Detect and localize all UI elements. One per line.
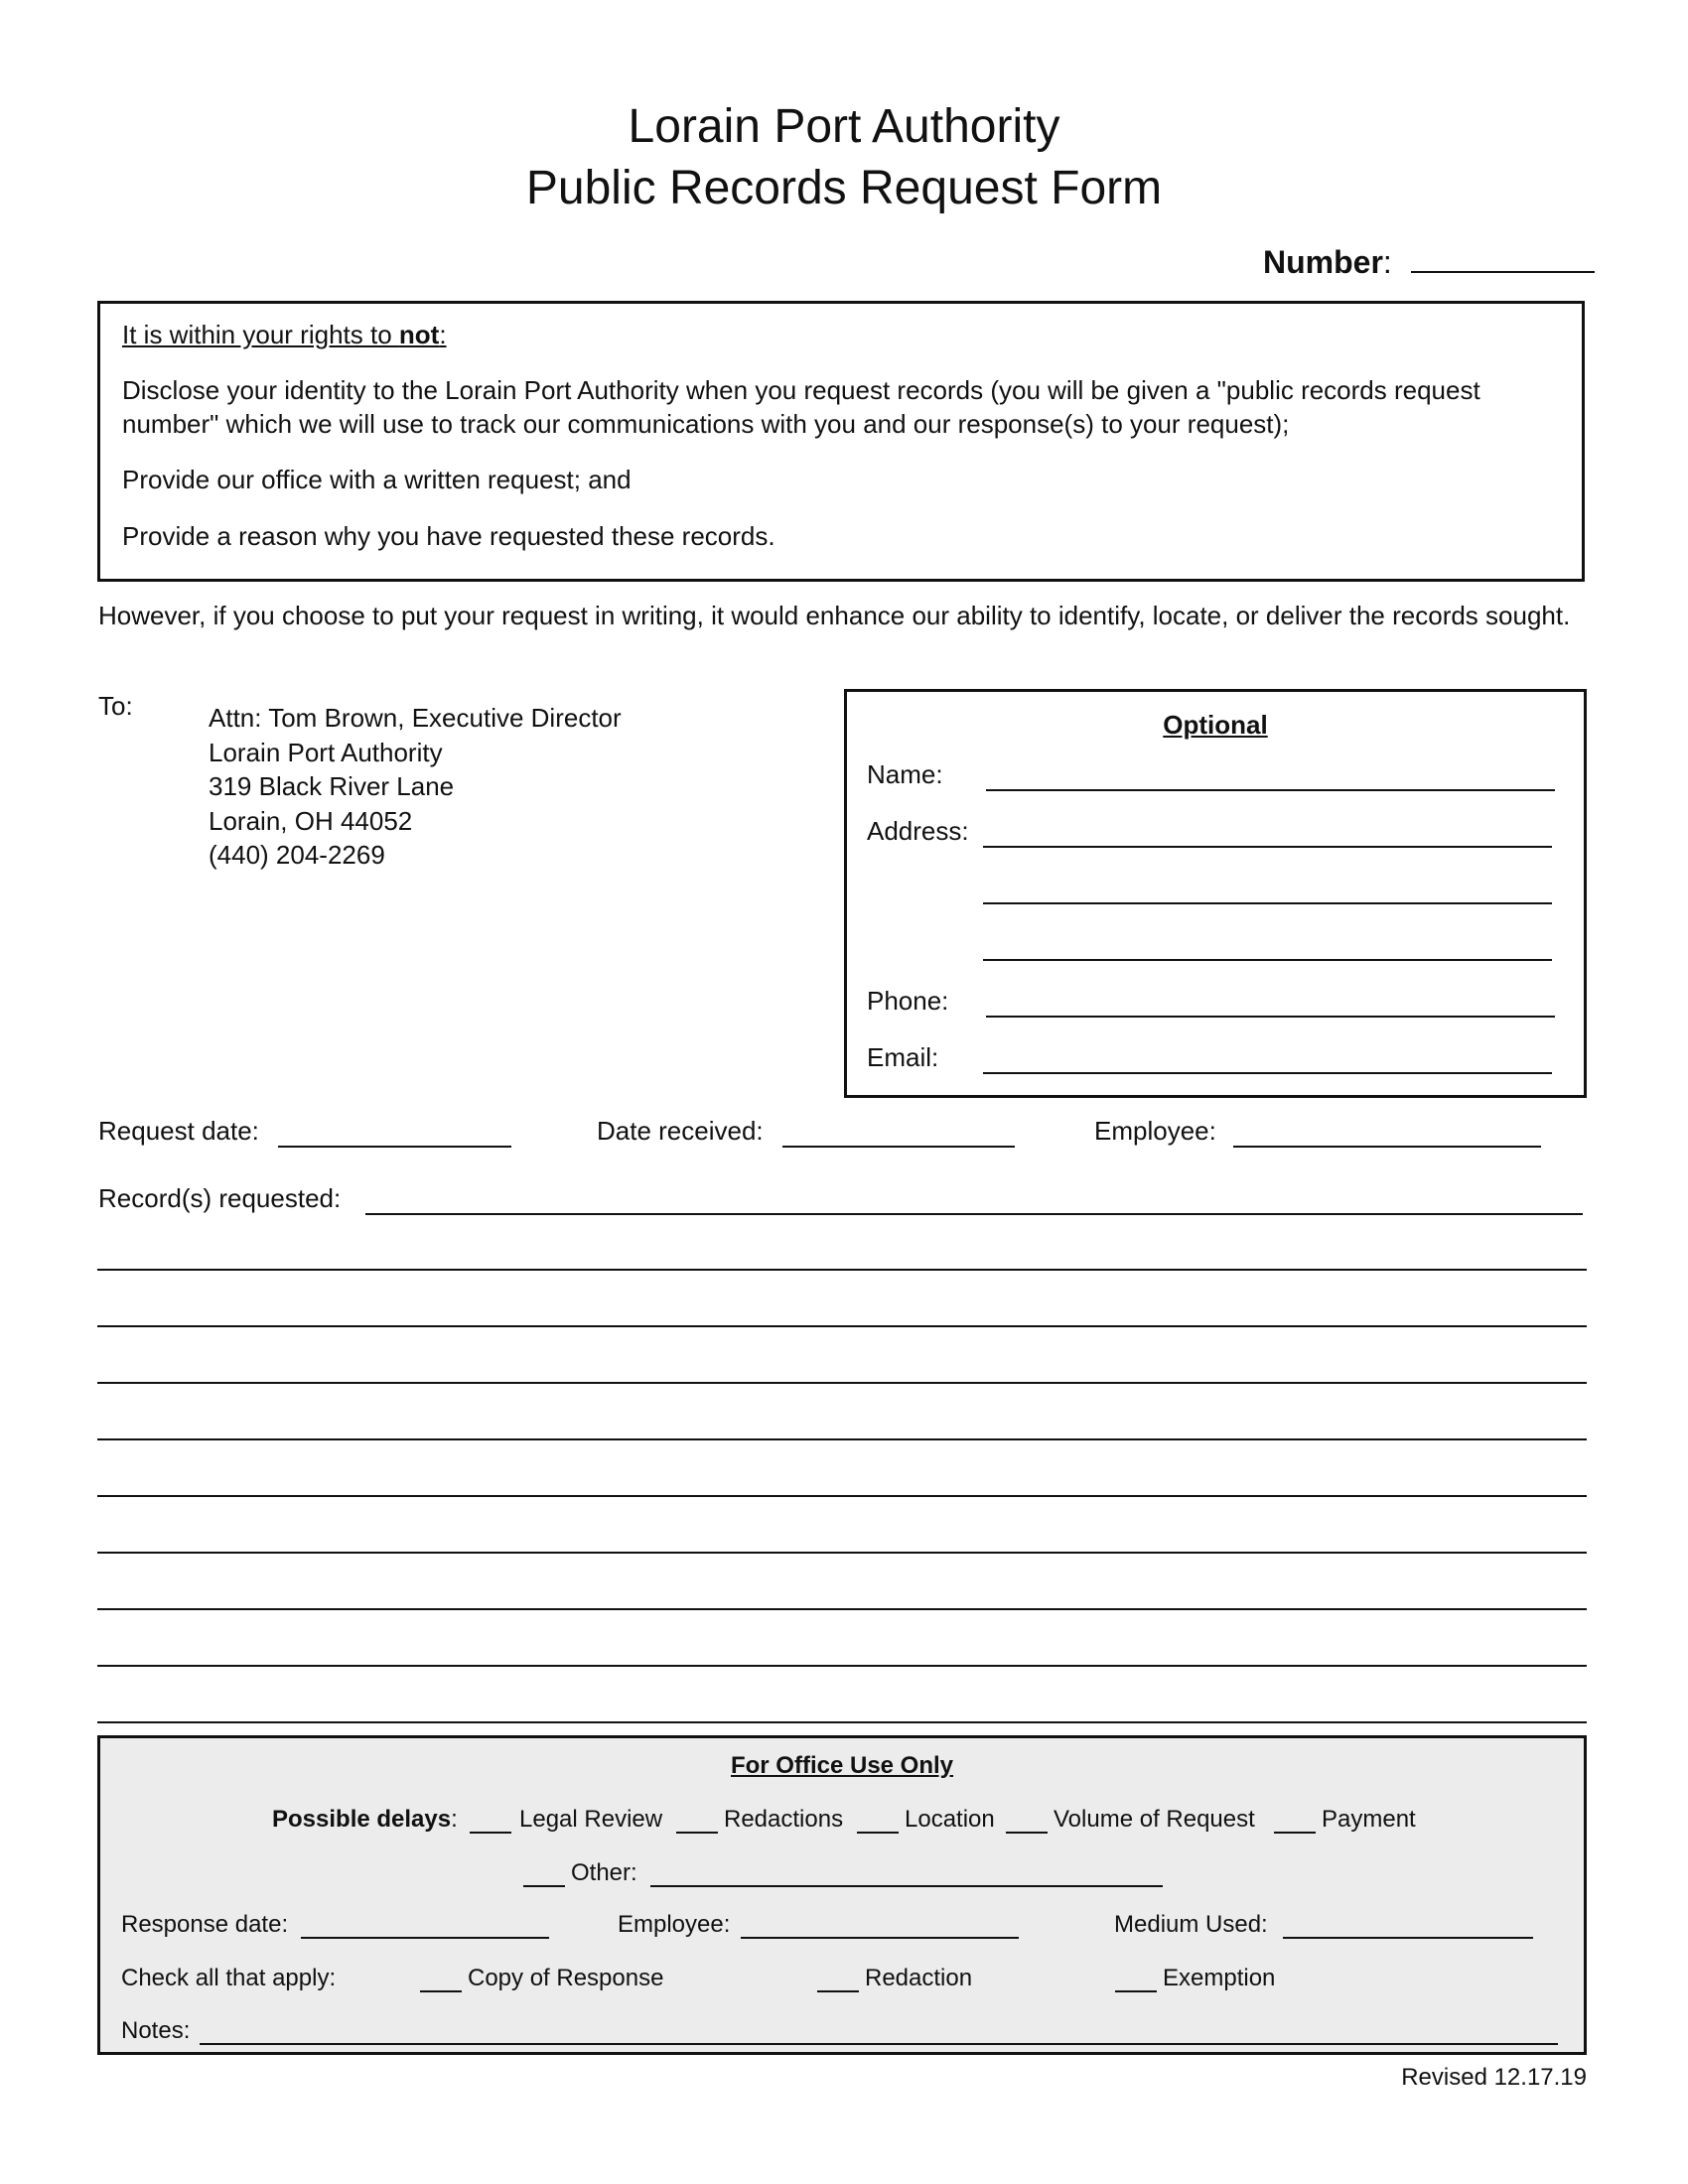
address-field-line1[interactable] [983, 846, 1552, 848]
delay-location: Location [905, 1806, 995, 1833]
volume-check[interactable] [1006, 1832, 1048, 1834]
other-field[interactable] [650, 1885, 1163, 1887]
address-label: Address: [867, 816, 969, 846]
delay-redactions: Redactions [724, 1806, 844, 1833]
rights-heading-prefix: It is within your rights to [122, 320, 399, 349]
records-line[interactable] [97, 1608, 1587, 1610]
records-requested-field[interactable] [365, 1213, 1583, 1215]
rights-item-identity: Disclose your identity to the Lorain Port Authority when you request records (you will be given a "public records request number" which we will use to track our communications with you and our response(s) to your request); [122, 375, 1480, 439]
to-label: To: [98, 691, 133, 721]
email-field[interactable] [983, 1072, 1552, 1074]
records-requested-label: Record(s) requested: [98, 1183, 342, 1213]
records-line[interactable] [97, 1721, 1587, 1723]
redaction-label: Redaction [865, 1965, 973, 1991]
copy-of-response-label: Copy of Response [468, 1965, 664, 1991]
form-title-line2: Public Records Request Form [525, 162, 1163, 214]
phone-field[interactable] [986, 1016, 1555, 1018]
records-line[interactable] [97, 1665, 1587, 1667]
notes-field[interactable] [200, 2043, 1558, 2045]
optional-box [844, 689, 1587, 1098]
name-field[interactable] [986, 789, 1555, 791]
request-date-field[interactable] [278, 1146, 511, 1148]
possible-delays-colon: : [451, 1806, 458, 1833]
address-field-line2[interactable] [983, 902, 1552, 904]
location-check[interactable] [857, 1832, 899, 1834]
medium-used-label: Medium Used: [1114, 1911, 1268, 1938]
records-line[interactable] [97, 1495, 1587, 1497]
rights-item-reason: Provide a reason why you have requested these records. [122, 521, 775, 551]
legal-review-check[interactable] [470, 1832, 511, 1834]
redactions-check[interactable] [676, 1832, 718, 1834]
response-date-field[interactable] [301, 1937, 549, 1939]
possible-delays-row [272, 1806, 458, 1834]
office-use-box [97, 1735, 1587, 2055]
possible-delays-label: Possible delays [272, 1806, 452, 1833]
records-line[interactable] [97, 1269, 1587, 1271]
employee-field[interactable] [1233, 1146, 1541, 1148]
rights-box [97, 301, 1585, 582]
exemption-label: Exemption [1163, 1965, 1276, 1991]
number-label: Number [1263, 244, 1383, 280]
to-phone: (440) 204-2269 [209, 840, 385, 870]
rights-heading-bold: not [398, 320, 440, 349]
redaction-check[interactable] [817, 1990, 859, 1992]
office-employee-label: Employee: [618, 1911, 731, 1938]
optional-title: Optional [1163, 710, 1268, 740]
employee-label: Employee: [1094, 1116, 1216, 1146]
delay-payment: Payment [1322, 1806, 1416, 1833]
notes-label: Notes: [121, 2017, 191, 2044]
request-number-field [1263, 244, 1595, 281]
check-all-label: Check all that apply: [121, 1965, 337, 1991]
to-organization: Lorain Port Authority [209, 738, 443, 767]
form-title-line1: Lorain Port Authority [628, 100, 1060, 153]
to-attn: Attn: Tom Brown, Executive Director [209, 703, 622, 733]
exemption-check[interactable] [1115, 1990, 1157, 1992]
number-blank[interactable] [1411, 271, 1595, 273]
revised-date: Revised 12.17.19 [1401, 2064, 1587, 2091]
medium-used-field[interactable] [1283, 1937, 1533, 1939]
copy-of-response-check[interactable] [420, 1990, 462, 1992]
rights-heading-suffix: : [439, 320, 447, 349]
to-city: Lorain, OH 44052 [209, 806, 413, 836]
records-line[interactable] [97, 1382, 1587, 1384]
other-label: Other: [571, 1859, 637, 1886]
payment-check[interactable] [1274, 1832, 1316, 1834]
delay-volume: Volume of Request [1054, 1806, 1255, 1833]
records-line[interactable] [97, 1438, 1587, 1440]
address-field-line3[interactable] [983, 959, 1552, 961]
phone-label: Phone: [867, 986, 949, 1016]
to-street: 319 Black River Lane [209, 771, 455, 801]
email-label: Email: [867, 1042, 939, 1072]
other-check[interactable] [523, 1885, 565, 1887]
rights-item-written: Provide our office with a written request; and [122, 465, 632, 494]
office-use-title: For Office Use Only [730, 1752, 954, 1779]
rights-heading [122, 318, 1562, 351]
request-date-label: Request date: [98, 1116, 259, 1146]
delay-legal-review: Legal Review [519, 1806, 663, 1833]
records-line[interactable] [97, 1552, 1587, 1554]
office-employee-field[interactable] [741, 1937, 1019, 1939]
name-label: Name: [867, 759, 943, 789]
date-received-field[interactable] [782, 1146, 1015, 1148]
records-line[interactable] [97, 1325, 1587, 1327]
number-colon: : [1382, 244, 1392, 280]
however-paragraph: However, if you choose to put your request in writing, it would enhance our ability to identify, locate, or deliver the records sought. [98, 601, 1571, 630]
date-received-label: Date received: [597, 1116, 764, 1146]
response-date-label: Response date: [121, 1911, 289, 1938]
